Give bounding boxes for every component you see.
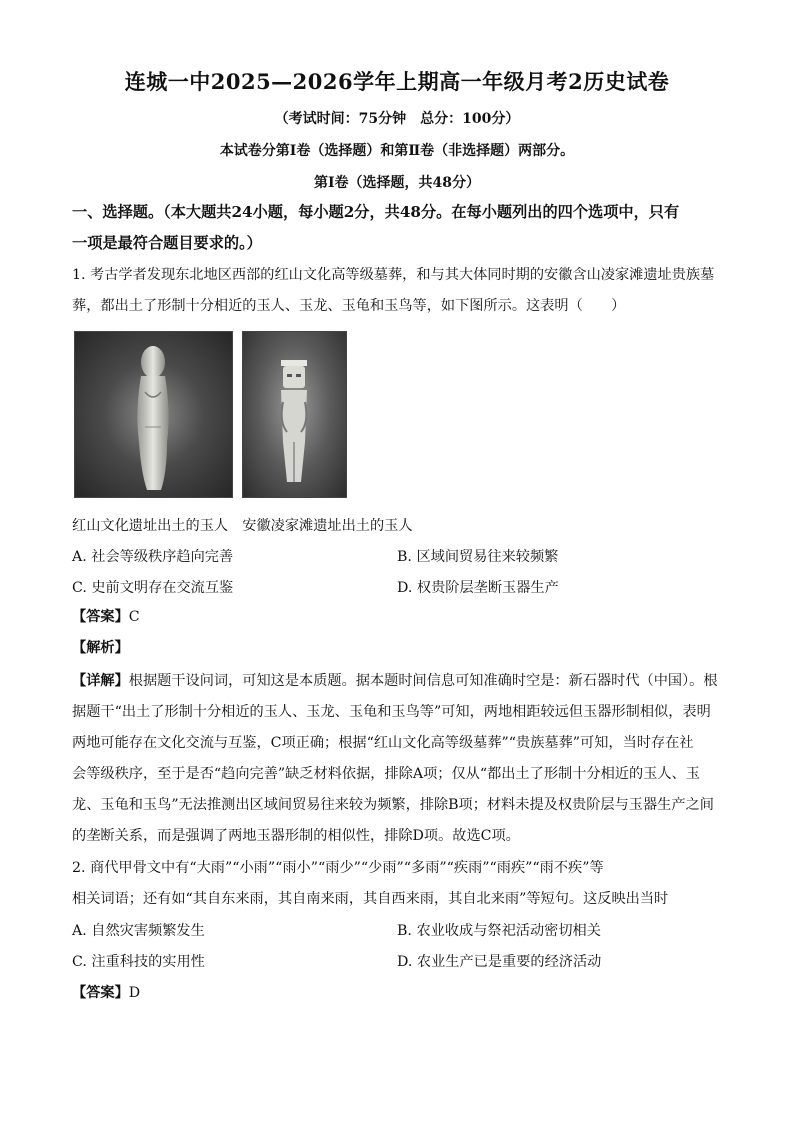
q1-answer-value: C [128, 609, 140, 625]
q1-image-caption: 红山文化遗址出土的玉人 安徽凌家滩遗址出土的玉人 [72, 518, 413, 534]
q2-stem-line1: 2. 商代甲骨文中有“大雨”“小雨”“雨小”“雨少”“少雨”“多雨”“疾雨”“雨疾”“雨不疾”等 [72, 860, 604, 876]
q1-option-a: A. 社会等级秩序趋向完善 [72, 549, 234, 565]
q2-stem-line2: 相关词语；还有如“其自东来雨，其自南来雨，其自西来雨，其自北来雨”等短句。这反映出当时 [72, 891, 669, 907]
q1-detail-tag: 【详解】 [72, 673, 129, 689]
q2-option-d: D. 农业生产已是重要的经济活动 [397, 954, 602, 970]
q1-detail-line6: 的垄断关系，而是强调了两地玉器形制的相似性，排除D项。故选C项。 [72, 828, 520, 844]
hongshan-jade-figure-image [74, 331, 233, 498]
q1-answer [72, 607, 732, 627]
q1-option-c: C. 史前文明存在交流互鉴 [72, 580, 234, 596]
q1-analysis-tag-line [72, 638, 732, 658]
q2-option-c: C. 注重科技的实用性 [72, 954, 205, 970]
hongshan-jade-figure-drawing [75, 332, 232, 497]
q1-analysis-tag: 【解析】 [72, 640, 129, 656]
q2-option-b: B. 农业收成与祭祀活动密切相关 [397, 923, 601, 939]
q1-option-b: B. 区域间贸易往来较频繁 [397, 549, 559, 565]
q2-answer-tag: 【答案】 [72, 985, 129, 1001]
exam-title: 连城一中2025—2026学年上期高一年级月考2历史试卷 [124, 69, 670, 94]
q1-answer-tag: 【答案】 [72, 609, 129, 625]
lingjiatan-jade-figure-image [242, 331, 347, 498]
q1-stem-line1: 1. 考古学者发现东北地区西部的红山文化高等级墓葬，和与其大体同时期的安徽含山凌家滩遗址贵族墓 [72, 267, 715, 283]
exam-info: （考试时间：75分钟 总分：100分） [274, 111, 520, 127]
q1-detail-text1: 根据题干设问词，可知这是本质题。据本题时间信息可知准确时空是：新石器时代（中国）。根 [128, 673, 718, 689]
q1-detail-line1 [72, 671, 732, 691]
lingjiatan-jade-figure-drawing [243, 332, 346, 497]
q1-option-d: D. 权贵阶层垄断玉器生产 [397, 580, 559, 596]
q2-option-a: A. 自然灾害频繁发生 [72, 923, 205, 939]
q2-answer-value: D [128, 985, 141, 1001]
q1-detail-line2: 据题干“出土了形制十分相近的玉人、玉龙、玉龟和玉鸟等”可知，两地相距较远但玉器形制相似，表明 [72, 704, 711, 720]
part-title: 第Ⅰ卷（选择题，共48分） [313, 175, 481, 191]
section-heading-line1: 一、选择题。（本大题共24小题，每小题2分，共48分。在每小题列出的四个选项中，只有 [72, 203, 680, 221]
structure-note: 本试卷分第Ⅰ卷（选择题）和第Ⅱ卷（非选择题）两部分。 [219, 143, 575, 159]
q2-answer [72, 983, 732, 1003]
q1-stem-line2: 葬，都出土了形制十分相近的玉人、玉龙、玉龟和玉鸟等，如下图所示。这表明（ ） [72, 298, 626, 314]
q1-detail-line3: 两地可能存在文化交流与互鉴，C项正确；根据“红山文化高等级墓葬”“贵族墓葬”可知，当时存在社 [72, 735, 694, 751]
q1-detail-line5: 龙、玉龟和玉鸟”无法推测出区域间贸易往来较为频繁，排除B项；材料未提及权贵阶层与玉器生产之间 [72, 797, 714, 813]
section-heading-line2: 一项是最符合题目要求的。） [72, 234, 262, 252]
q1-detail-line4: 会等级秩序，至于是否“趋向完善”缺乏材料依据，排除A项；仅从“都出土了形制十分相近的玉人、玉 [72, 766, 700, 782]
